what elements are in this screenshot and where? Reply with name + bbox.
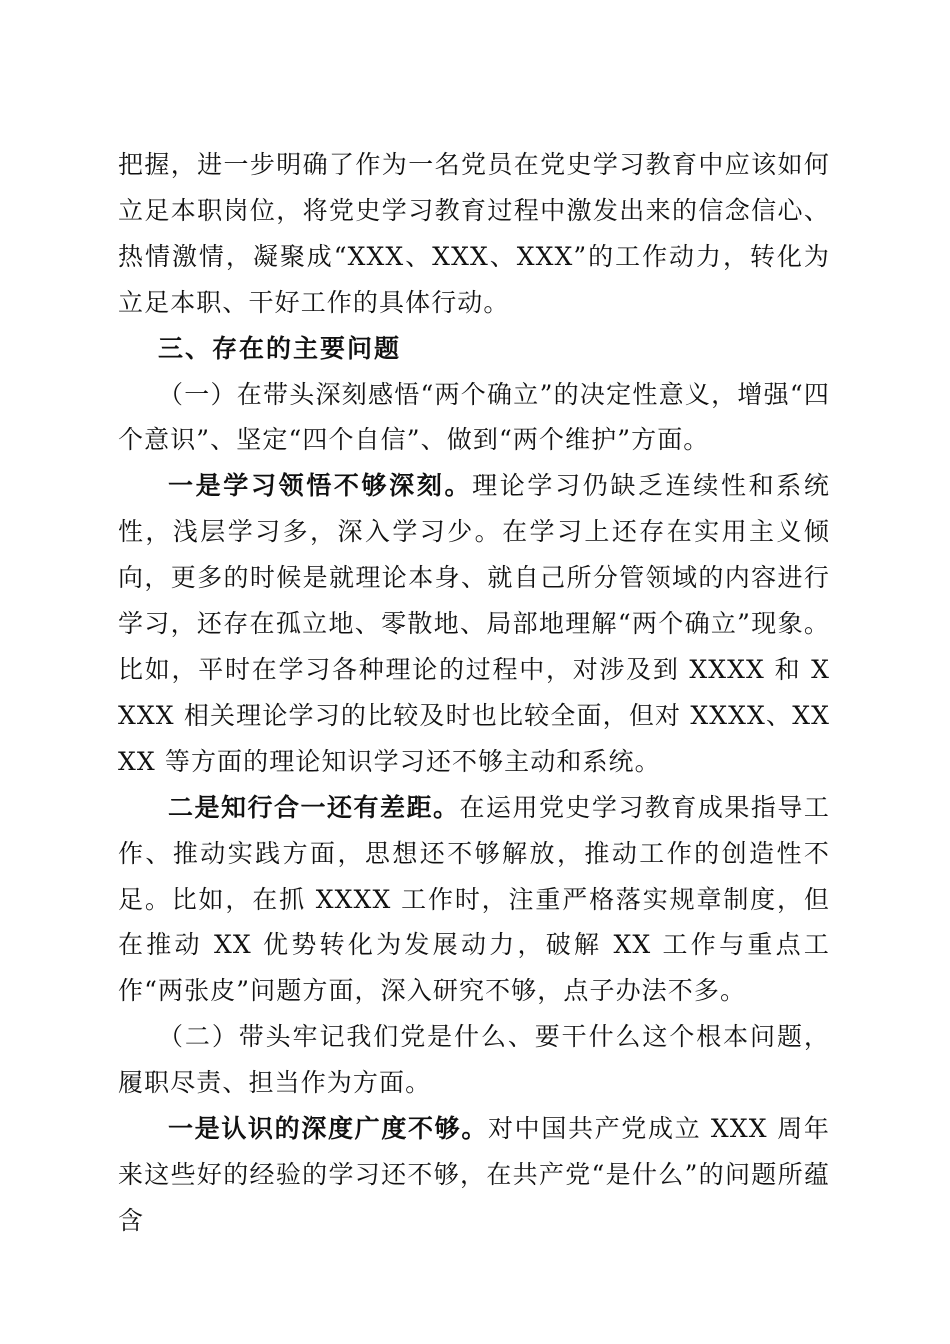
continued-paragraph: 把握，进一步明确了作为一名党员在党史学习教育中应该如何立足本职岗位，将党史学习教育过程中激发出来的信念信心、热情激情，凝聚成“XXX、XXX、XXX”的工作动力，转化为立足本职、干好工作的具体行动。	[118, 150, 830, 317]
subsection-heading-2: （二）带头牢记我们党是什么、要干什么这个根本问题，履职尽责、担当作为方面。	[118, 1022, 830, 1098]
point-1-body: 理论学习仍缺乏连续性和系统性，浅层学习多，深入学习少。在学习上还存在实用主义倾向，更多的时候是就理论本身、就自己所分管领域的内容进行学习，还存在孤立地、零散地、局部地理解“两个确立”现象。比如，平时在学习各种理论的过程中，对涉及到 XXXX 和 XXXX 相关理论学习的比较及时也比较全面，但对 XXXX、XXXX 等方面的理论知识学习还不够主动和系统。	[118, 471, 830, 776]
subsection-heading-1: （一）在带头深刻感悟“两个确立”的决定性意义，增强“四个意识”、坚定“四个自信”、做到“两个维护”方面。	[118, 379, 830, 455]
point-3-lead: 一是认识的深度广度不够。	[168, 1114, 488, 1144]
paragraph-point-3	[118, 1106, 830, 1244]
document-body	[118, 142, 830, 1244]
point-2-lead: 二是知行合一还有差距。	[168, 792, 460, 822]
paragraph-point-1	[118, 463, 830, 784]
point-1-lead: 一是学习领悟不够深刻。	[168, 471, 473, 501]
point-2-body: 在运用党史学习教育成果指导工作、推动实践方面，思想还不够解放，推动工作的创造性不足。比如，在抓 XXXX 工作时，注重严格落实规章制度，但在推动 XX 优势转化为发展动力，破解 XX 工作与重点工作“两张皮”问题方面，深入研究不够，点子办法不多。	[118, 792, 830, 1006]
paragraph-point-2	[118, 785, 830, 1015]
section-heading: 三、存在的主要问题	[158, 333, 402, 363]
point-3-body: 对中国共产党成立 XXX 周年来这些好的经验的学习还不够，在共产党“是什么”的问题所蕴含	[118, 1114, 830, 1235]
